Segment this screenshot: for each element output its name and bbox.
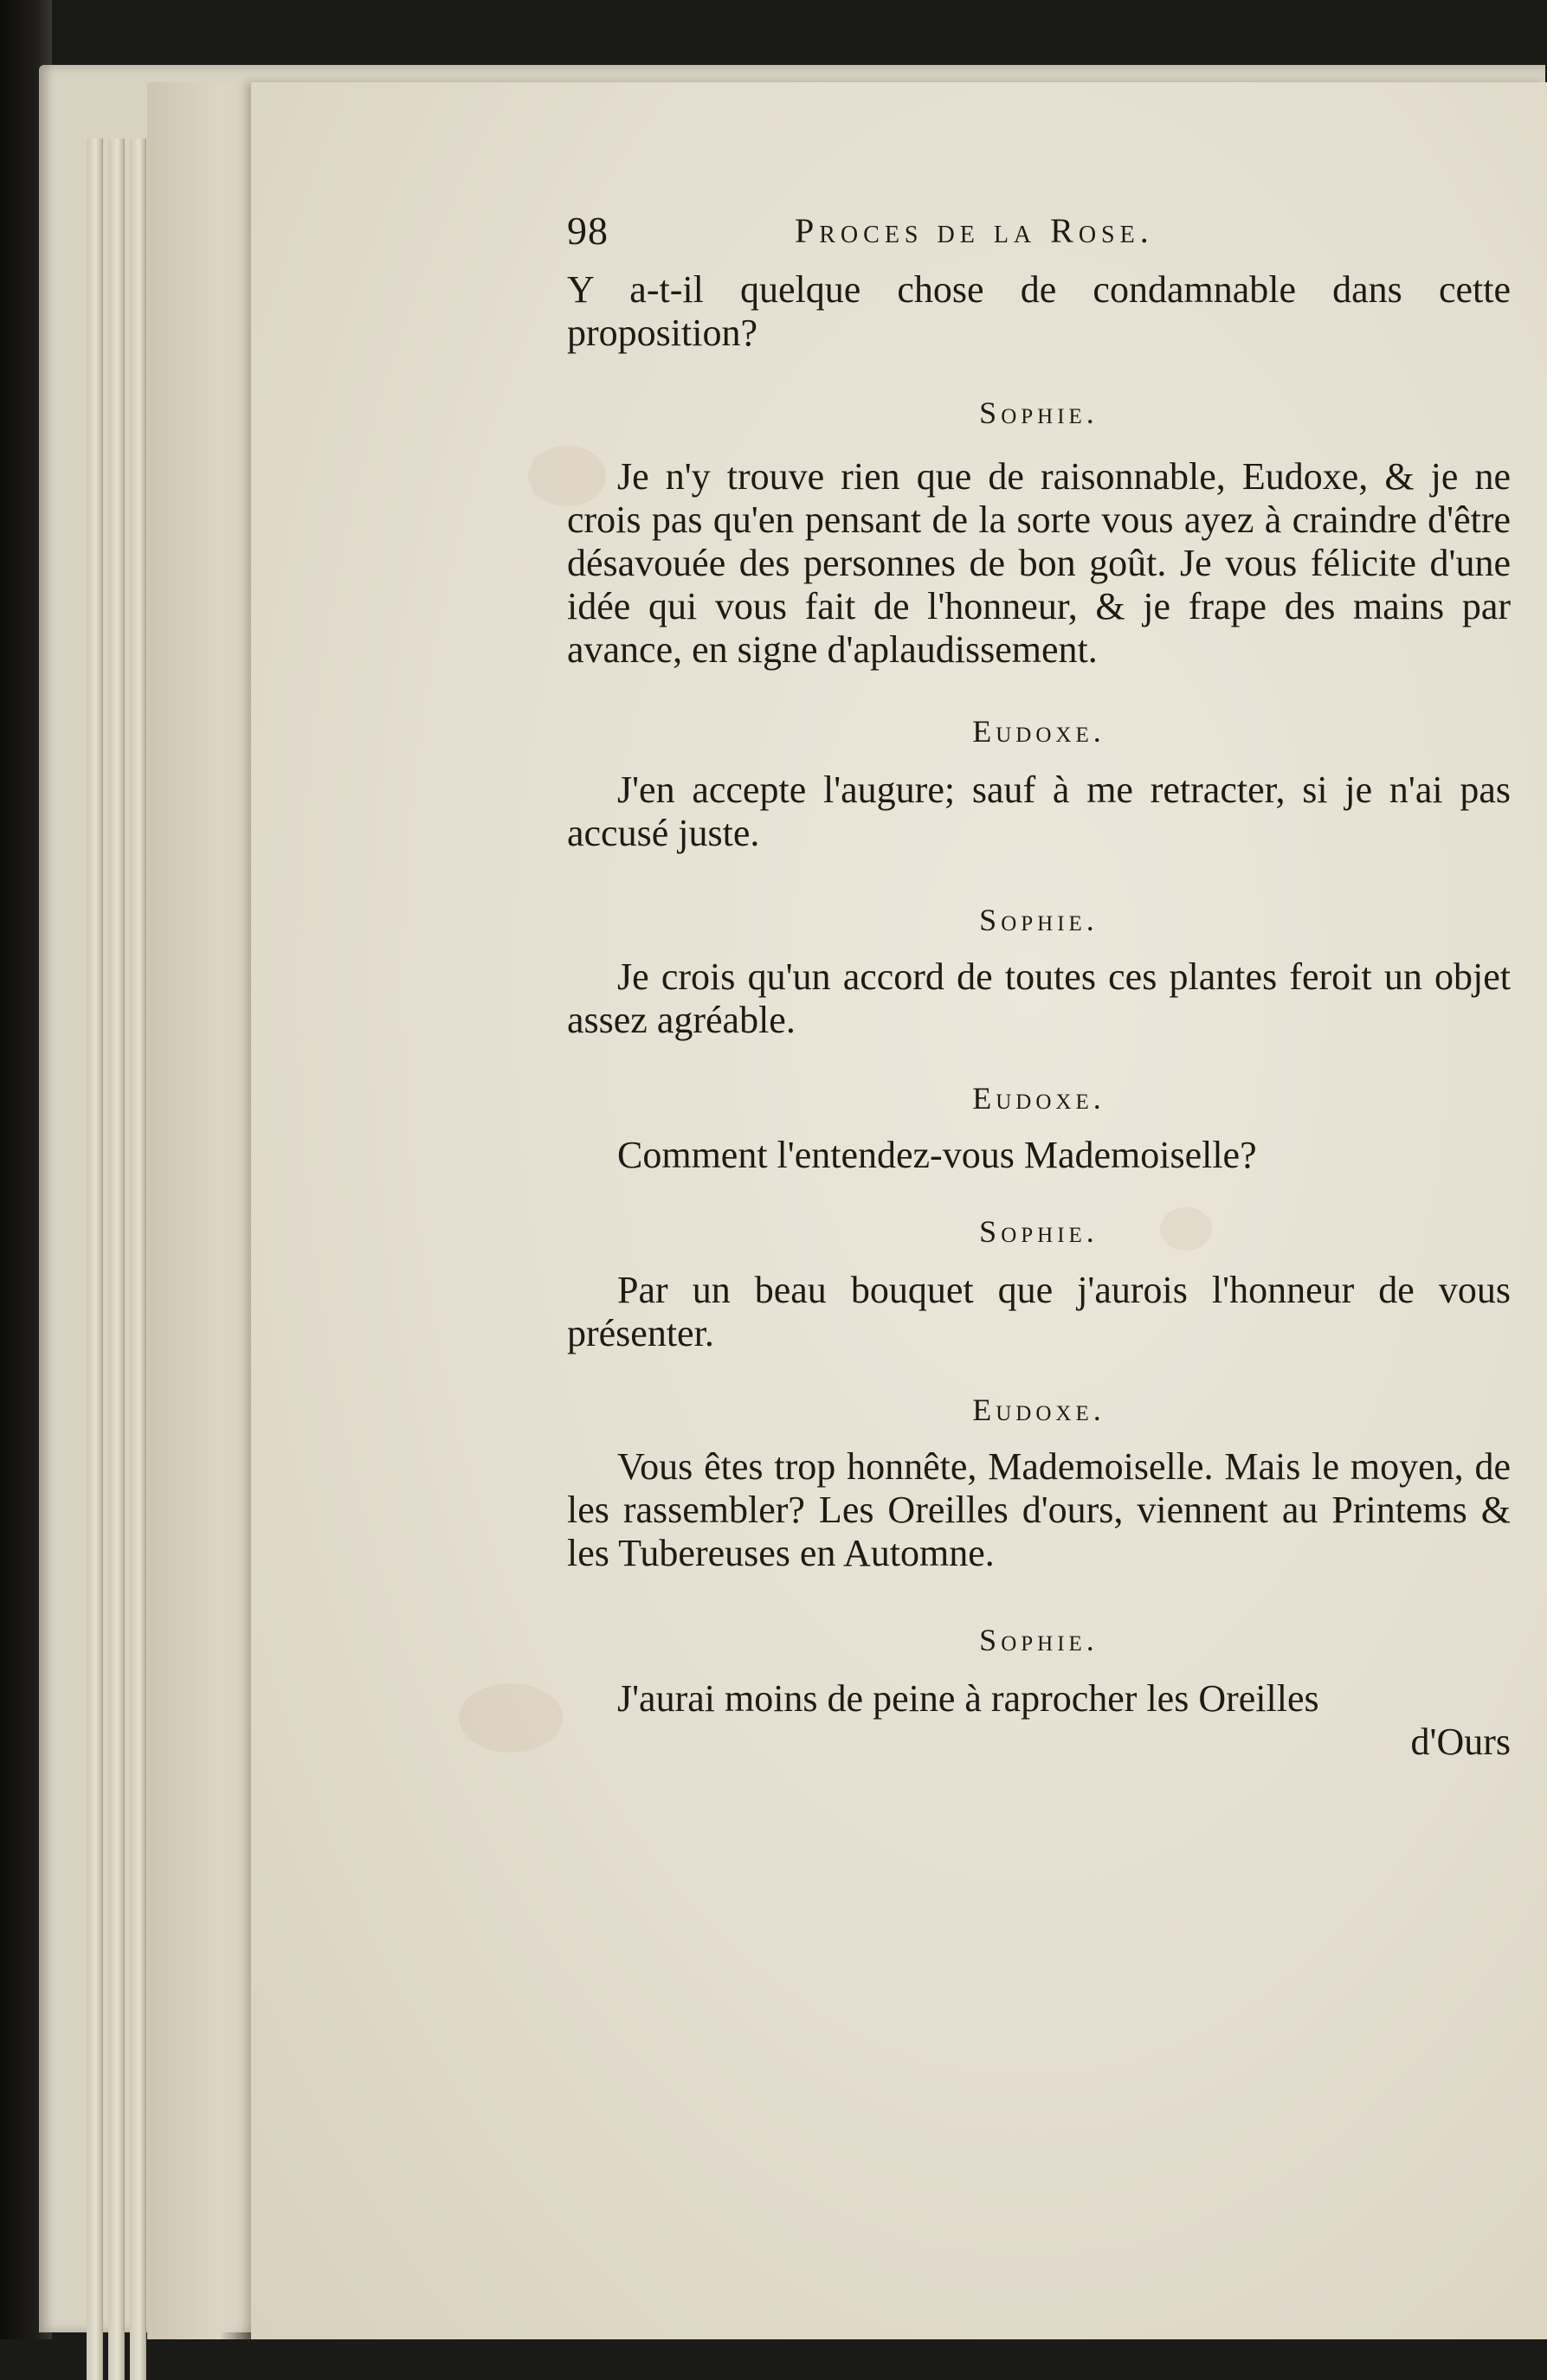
page-header (567, 208, 1511, 268)
paragraph: Je n'y trouve rien que de raisonnable, Eudoxe, & je ne crois pas qu'en pensant de la sorte vous ayez à craindre d'être désavouée des personnes de bon goût. Je vous félicite d'une idée qui vous fait de l'honneur, & je frape des mains par avance, en signe d'aplaudissement. (567, 455, 1511, 671)
page-edge (87, 138, 103, 2380)
leaf-shadow (147, 82, 268, 2339)
paragraph: Vous êtes trop honnête, Mademoiselle. Mais le moyen, de les rassembler? Les Oreilles d'ours, viennent au Printems & les Tubereuses en Automne. (567, 1445, 1511, 1574)
speaker-name: Sophie. (979, 396, 1099, 430)
paragraph: J'aurai moins de peine à raprocher les Oreilles (617, 1677, 1319, 1720)
speaker-name: Sophie. (979, 1623, 1099, 1657)
paragraph: Je crois qu'un accord de toutes ces plantes feroit un objet assez agréable. (567, 955, 1511, 1041)
page-text (567, 208, 1511, 1764)
speaker-name: Eudoxe. (972, 1081, 1105, 1116)
page-edge (108, 138, 125, 2380)
paragraph: Y a-t-il quelque chose de condamnable dans cette proposition? (567, 268, 1511, 354)
catchword: d'Ours (1410, 1721, 1511, 1763)
speaker-name: Eudoxe. (972, 1393, 1105, 1427)
paragraph: Comment l'entendez-vous Mademoiselle? (617, 1134, 1257, 1176)
paragraph: J'en accepte l'augure; sauf à me retracter, si je n'ai pas accusé juste. (567, 769, 1511, 854)
page-edge (130, 138, 146, 2380)
speaker-name: Sophie. (979, 903, 1099, 937)
running-title: Proces de la Rose. (795, 211, 1154, 250)
page-number: 98 (567, 209, 609, 253)
speaker-name: Eudoxe. (972, 714, 1105, 749)
speaker-name: Sophie. (979, 1214, 1099, 1249)
paragraph: Par un beau bouquet que j'aurois l'honneur de vous présenter. (567, 1269, 1511, 1354)
